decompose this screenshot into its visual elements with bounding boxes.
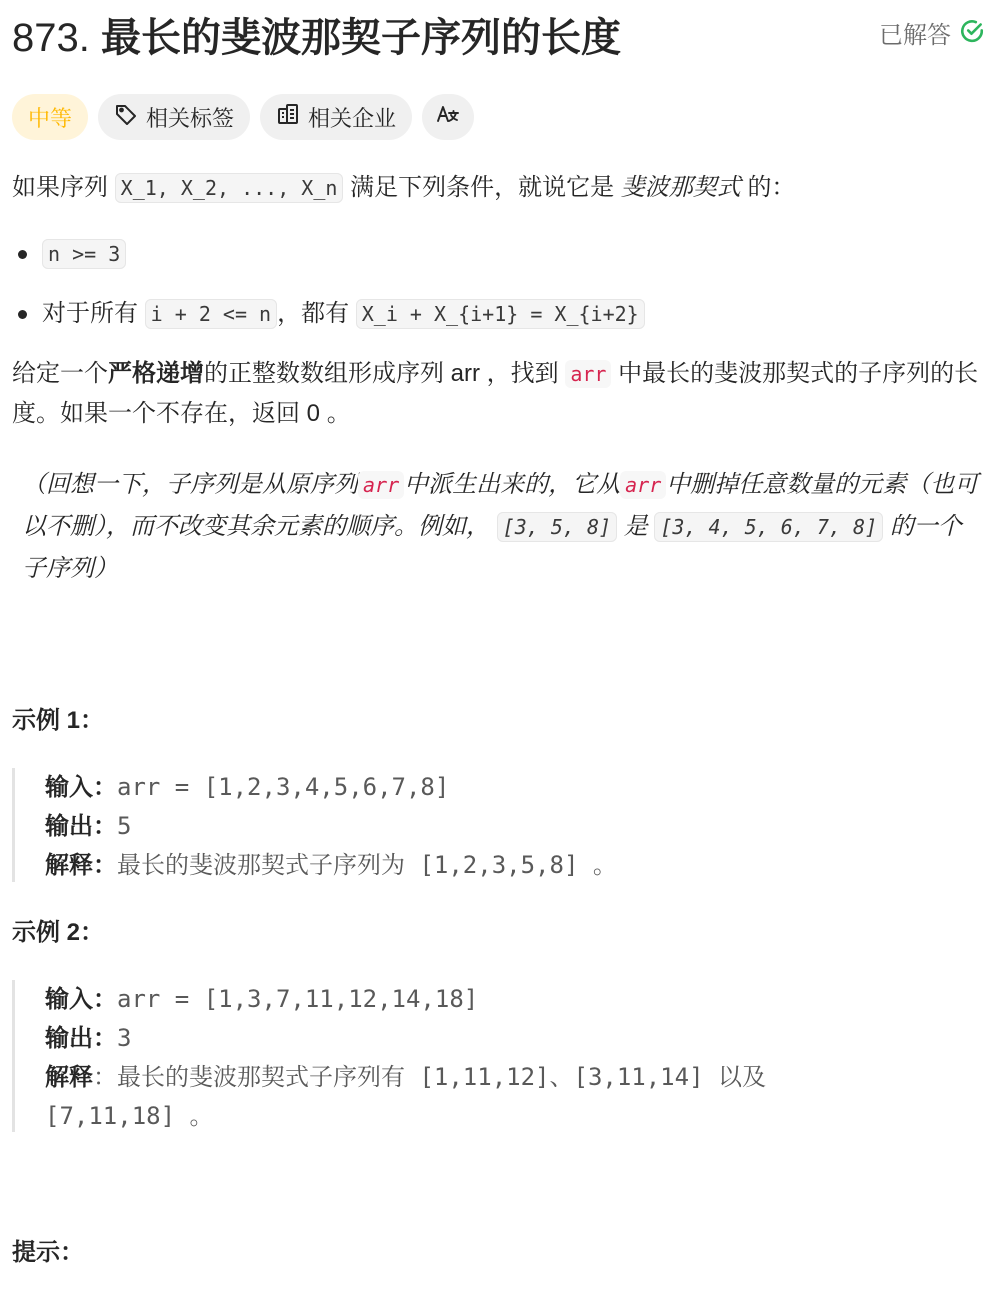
text-segment: 中删掉任意数量的元素（也可以不删），而不改变其余元素的顺序。例如， bbox=[22, 471, 979, 540]
problem-title[interactable] bbox=[12, 10, 621, 66]
output-label: 输出： bbox=[45, 1025, 117, 1052]
condition-item-1 bbox=[12, 234, 985, 274]
input-value: arr = [1,3,7,11,12,14,18] bbox=[117, 985, 479, 1013]
explain-text: 以及 bbox=[717, 1064, 766, 1091]
output-label: 输出： bbox=[45, 813, 117, 840]
example-2-title: 示例 2： bbox=[12, 919, 105, 946]
example-2-input-line bbox=[45, 980, 957, 1019]
inline-code: arr bbox=[358, 471, 404, 499]
strong-text: 严格递增 bbox=[108, 360, 204, 387]
text-segment: （回想一下，子序列是从原序列 bbox=[22, 471, 358, 498]
explain-label: 解释： bbox=[45, 852, 117, 879]
explain-code: [1,11,12]、[3,11,14] bbox=[405, 1063, 718, 1091]
explain-label: 解释 bbox=[45, 1064, 93, 1091]
solved-status bbox=[879, 18, 985, 54]
output-value: 5 bbox=[117, 812, 132, 840]
output-value: 3 bbox=[117, 1024, 132, 1052]
example-2-explain-line-2 bbox=[45, 1097, 957, 1136]
explain-code: [1,2,3,5,8] bbox=[405, 851, 593, 879]
text-segment: 如果序列 bbox=[12, 174, 108, 201]
text-segment: 。 bbox=[326, 400, 351, 427]
inline-code: X_1, X_2, ..., X_n bbox=[115, 173, 344, 203]
text-segment: 的一个子序列） bbox=[22, 513, 962, 582]
text-segment: 中派生出来的，它从 bbox=[404, 471, 621, 498]
description-paragraph-3 bbox=[12, 464, 985, 590]
explain-text: 最长的斐波那契式子序列为 bbox=[117, 852, 405, 879]
translate-icon bbox=[436, 102, 460, 132]
tag-row bbox=[12, 94, 474, 140]
related-companies-button[interactable] bbox=[260, 94, 412, 140]
translate-button[interactable] bbox=[422, 94, 474, 140]
inline-code: X_i + X_{i+1} = X_{i+2} bbox=[356, 299, 645, 329]
example-1-title: 示例 1： bbox=[12, 707, 105, 734]
example-1-explain-line bbox=[45, 846, 957, 885]
condition-list bbox=[12, 234, 985, 334]
example-1-input-line bbox=[45, 768, 957, 807]
text-segment: 0 bbox=[300, 400, 321, 427]
check-circle-icon bbox=[959, 18, 985, 54]
inline-code: [3, 4, 5, 6, 7, 8] bbox=[654, 512, 883, 542]
example-1-output-line bbox=[45, 807, 957, 846]
inline-code: n >= 3 bbox=[42, 239, 126, 269]
description-paragraph-1 bbox=[12, 168, 985, 208]
title-row bbox=[12, 10, 985, 70]
tag-icon bbox=[114, 102, 138, 132]
text-segment: 是 bbox=[623, 513, 648, 540]
text-segment: 满足下列条件，就说它是 bbox=[350, 174, 615, 201]
text-segment: ，都有 bbox=[277, 300, 350, 327]
text-segment: 的： bbox=[747, 174, 796, 201]
inline-code: [3, 5, 8] bbox=[497, 512, 617, 542]
difficulty-badge[interactable]: 中等 bbox=[12, 94, 88, 140]
explain-code: [7,11,18] bbox=[45, 1102, 190, 1130]
problem-title-text: 最长的斐波那契子序列的长度 bbox=[100, 16, 621, 60]
text-segment: 中最长的斐波那契式的子序列的长度。如果一个不存在，返回 bbox=[12, 360, 979, 427]
input-label: 输入： bbox=[45, 986, 117, 1013]
example-2-block bbox=[12, 980, 957, 1132]
example-2-output-line bbox=[45, 1019, 957, 1058]
problem-content bbox=[12, 168, 985, 590]
hint-title: 提示： bbox=[12, 1239, 84, 1266]
solved-label: 已解答 bbox=[879, 22, 951, 49]
text-segment: 的正整数数组形成序列 arr ，找到 bbox=[204, 360, 559, 387]
condition-item-2 bbox=[12, 294, 985, 334]
inline-code: arr bbox=[620, 471, 666, 499]
emphasis-text: 斐波那契式 bbox=[620, 174, 741, 201]
text-segment: 给定一个 bbox=[12, 360, 108, 387]
example-1-block bbox=[12, 768, 957, 882]
related-tags-label: 相关标签 bbox=[146, 105, 235, 131]
related-companies-label: 相关企业 bbox=[308, 105, 397, 131]
explain-end: 。 bbox=[592, 852, 617, 879]
inline-code: arr bbox=[565, 360, 611, 388]
description-paragraph-2 bbox=[12, 354, 985, 434]
explain-text: 最长的斐波那契式子序列有 bbox=[117, 1064, 405, 1091]
explain-colon: ： bbox=[93, 1064, 117, 1091]
problem-number: 873. bbox=[12, 16, 90, 60]
input-label: 输入： bbox=[45, 774, 117, 801]
inline-code: i + 2 <= n bbox=[145, 299, 277, 329]
building-icon bbox=[276, 102, 300, 132]
example-2-explain-line bbox=[45, 1058, 957, 1097]
explain-end: 。 bbox=[189, 1103, 214, 1130]
related-tags-button[interactable] bbox=[98, 94, 250, 140]
input-value: arr = [1,2,3,4,5,6,7,8] bbox=[117, 773, 450, 801]
text-segment: 对于所有 bbox=[42, 300, 138, 327]
